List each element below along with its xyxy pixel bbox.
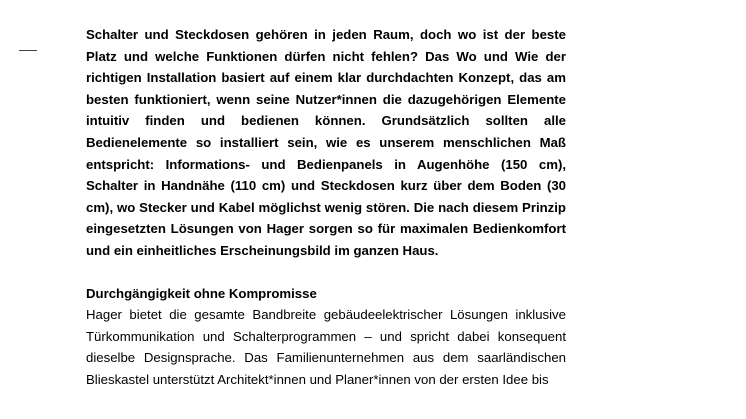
- document-body: [86, 24, 566, 391]
- lead-paragraph: Schalter und Steckdosen gehören in jeden Raum, doch wo ist der beste Platz und welche Funktionen dürfen nicht fehlen? Das Wo und Wie der richtigen Installation basiert auf einem klar durchdachten Konzept, das am besten funktioniert, wenn seine Nutzer*innen die dazugehörigen Elemente intuitiv finden und bedienen können. Grundsätzlich sollten alle Bedienelemente so installiert sein, wie es unserem menschlichen Maß entspricht: Informations- und Bedienpanels in Augenhöhe (150 cm), Schalter in Handnähe (110 cm) und Steckdosen kurz über dem Boden (30 cm), wo Stecker und Kabel möglichst wenig stören. Die nach diesem Prinzip eingesetzten Lösungen von Hager sorgen so für maximalen Bedienkomfort und ein einheitliches Erscheinungsbild im ganzen Haus.: [86, 27, 566, 258]
- section-paragraph: Hager bietet die gesamte Bandbreite gebäudeelektrischer Lösungen inklusive Türkommunikation und Schalterprogrammen – und spricht dabei konsequent dieselbe Designsprache. Das Familienunternehmen aus dem saarländischen Blieskastel unterstützt Architekt*innen und Planer*innen von der ersten Idee bis: [86, 307, 566, 387]
- margin-dash: [19, 50, 37, 51]
- section-heading: Durchgängigkeit ohne Kompromisse: [86, 285, 317, 301]
